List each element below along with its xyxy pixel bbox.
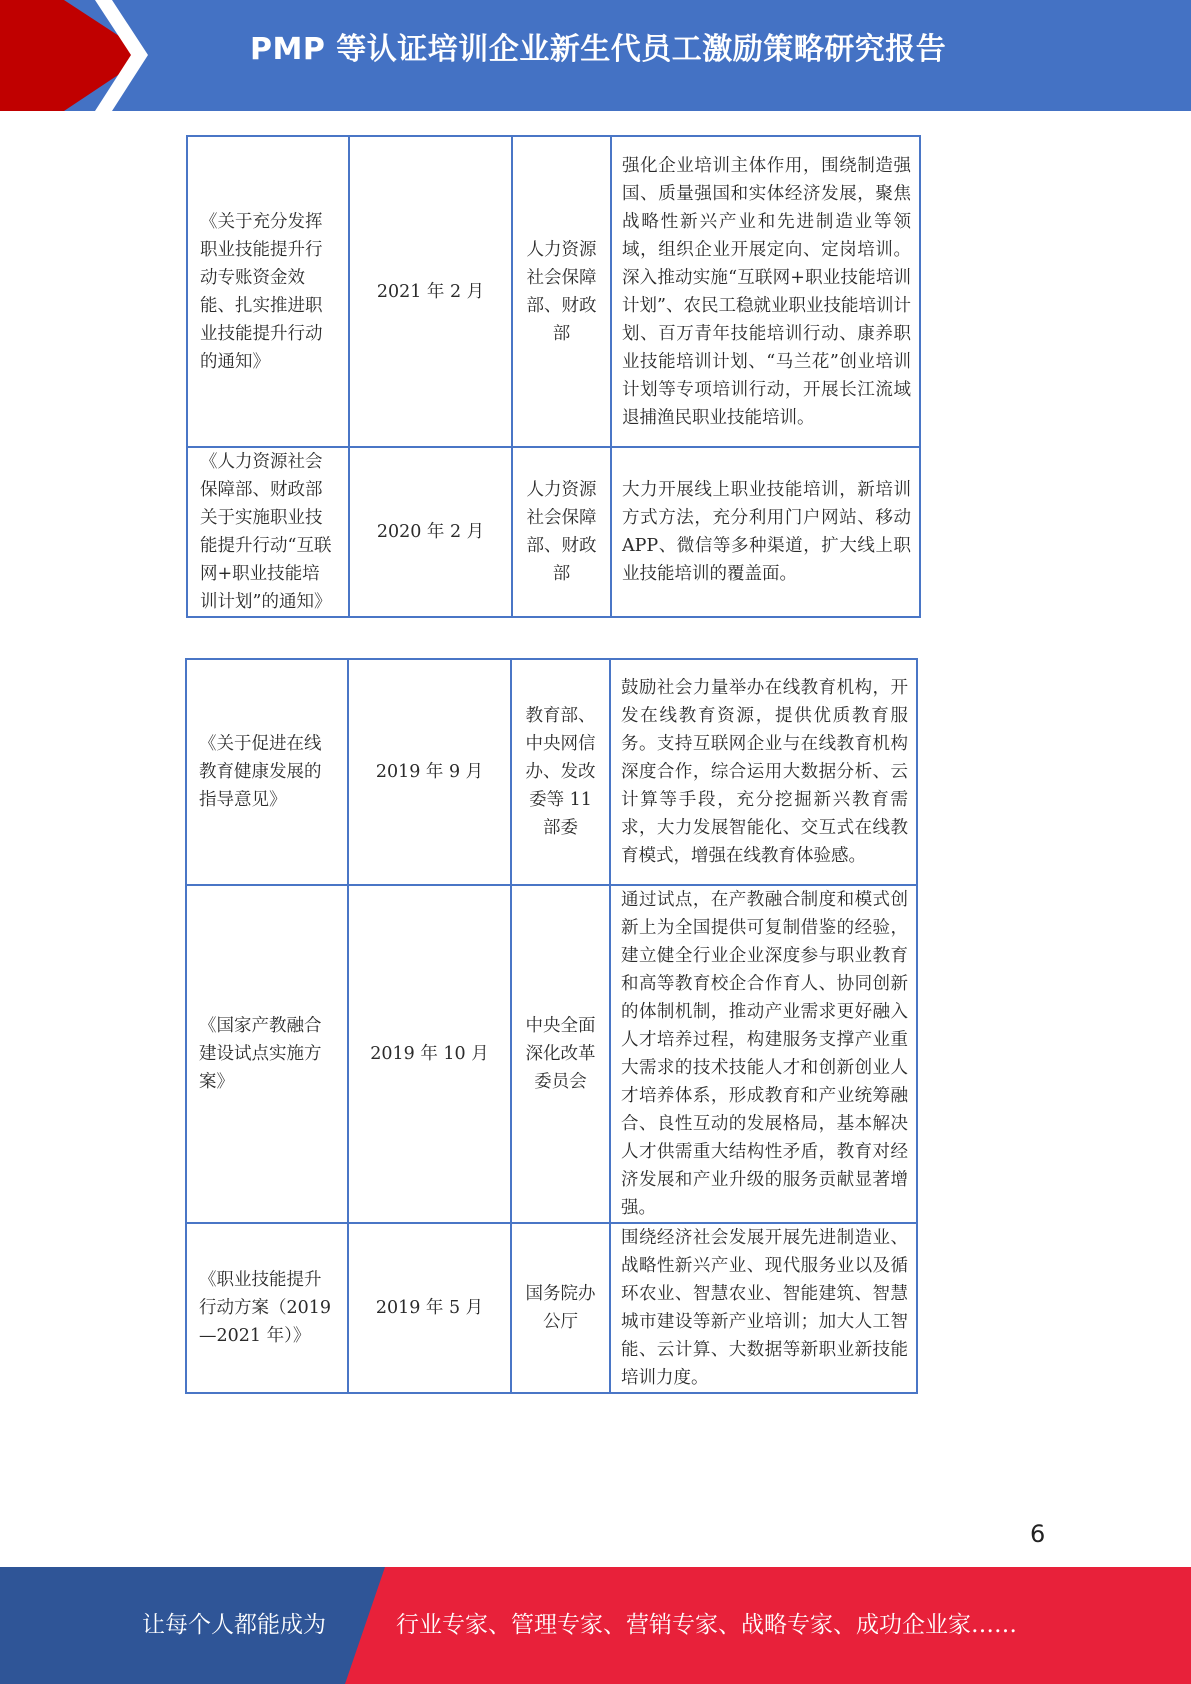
policy-content-cell: 鼓励社会力量举办在线教育机构，开发在线教育资源，提供优质教育服务。支持互联网企业与在线教育机构深度合作，综合运用大数据分析、云计算等手段，充分挖掘新兴教育需求，大力发展智能化、交互式在线教育模式，增强在线教育体验感。: [610, 659, 917, 885]
policy-date: 2019 年 9 月: [375, 762, 484, 782]
policy-date: 2019 年 5 月: [375, 1298, 484, 1318]
policy-name-cell: 《关于促进在线教育健康发展的指导意见》: [186, 659, 348, 885]
table-row: [186, 1223, 917, 1393]
policy-date-cell: [348, 1223, 511, 1393]
policy-date: 2019 年 10 月: [370, 1044, 489, 1064]
policy-table-2: [185, 658, 918, 1394]
policy-content-cell: 通过试点，在产教融合制度和模式创新上为全国提供可复制借鉴的经验，建立健全行业企业深度参与职业教育和高等教育校企合作育人、协同创新的体制机制，推动产业需求更好融入人才培养过程，构建服务支撑产业重大需求的技术技能人才和创新创业人才培养体系，形成教育和产业统筹融合、良性互动的发展格局，基本解决人才供需重大结构性矛盾，教育对经济发展和产业升级的服务贡献显著增强。: [610, 885, 917, 1223]
policy-name-cell: 《人力资源社会保障部、财政部关于实施职业技能提升行动“互联网+职业技能培训计划”的通知》: [187, 447, 349, 617]
policy-content-cell: 围绕经济社会发展开展先进制造业、战略性新兴产业、现代服务业以及循环农业、智慧农业、智能建筑、智慧城市建设等新产业培训；加大人工智能、云计算、大数据等新职业新技能培训力度。: [610, 1223, 917, 1393]
policy-date: 2020 年 2 月: [376, 522, 485, 542]
policy-date-cell: [348, 885, 511, 1223]
policy-name-cell: 《关于充分发挥职业技能提升行动专账资金效能、扎实推进职业技能提升行动的通知》: [187, 136, 349, 447]
policy-name-cell: 《职业技能提升行动方案（2019—2021 年）》: [186, 1223, 348, 1393]
policy-date: 2021 年 2 月: [376, 281, 485, 302]
policy-department-cell: 中央全面深化改革委员会: [511, 885, 610, 1223]
policy-department-cell: 人力资源社会保障部、财政部: [512, 136, 611, 447]
policy-content-cell: 强化企业培训主体作用，围绕制造强国、质量强国和实体经济发展，聚焦战略性新兴产业和先进制造业等领域，组织企业开展定向、定岗培训。深入推动实施“互联网+职业技能培训计划”、农民工稳就业职业技能培训计划、百万青年技能培训行动、康养职业技能培训计划、“马兰花”创业培训计划等专项培训行动，开展长江流域退捕渔民职业技能培训。: [611, 136, 920, 447]
policy-department-cell: 人力资源社会保障部、财政部: [512, 447, 611, 617]
page-number: 6: [1030, 1520, 1046, 1548]
table-row: [186, 659, 917, 885]
policy-name-cell: 《国家产教融合建设试点实施方案》: [186, 885, 348, 1223]
policy-date-cell: [348, 659, 511, 885]
footer-slogan-left: 让每个人都能成为: [142, 1612, 326, 1638]
table-row: [187, 136, 920, 447]
footer-slogan-right: 行业专家、管理专家、营销专家、战略专家、成功企业家……: [396, 1612, 1017, 1638]
table-row: [186, 885, 917, 1223]
policy-date-cell: [349, 447, 512, 617]
policy-department-cell: 教育部、中央网信办、发改委等 11 部委: [511, 659, 610, 885]
policy-table-1: [186, 135, 921, 618]
table-row: [187, 447, 920, 617]
page-footer: [0, 1567, 1191, 1684]
policy-content-cell: 大力开展线上职业技能培训，新培训方式方法，充分利用门户网站、移动 APP、微信等多种渠道，扩大线上职业技能培训的覆盖面。: [611, 447, 920, 617]
policy-department-cell: 国务院办公厅: [511, 1223, 610, 1393]
policy-date-cell: [349, 136, 512, 447]
header-title: PMP 等认证培训企业新生代员工激励策略研究报告: [250, 32, 947, 67]
page-header: [0, 0, 1191, 111]
